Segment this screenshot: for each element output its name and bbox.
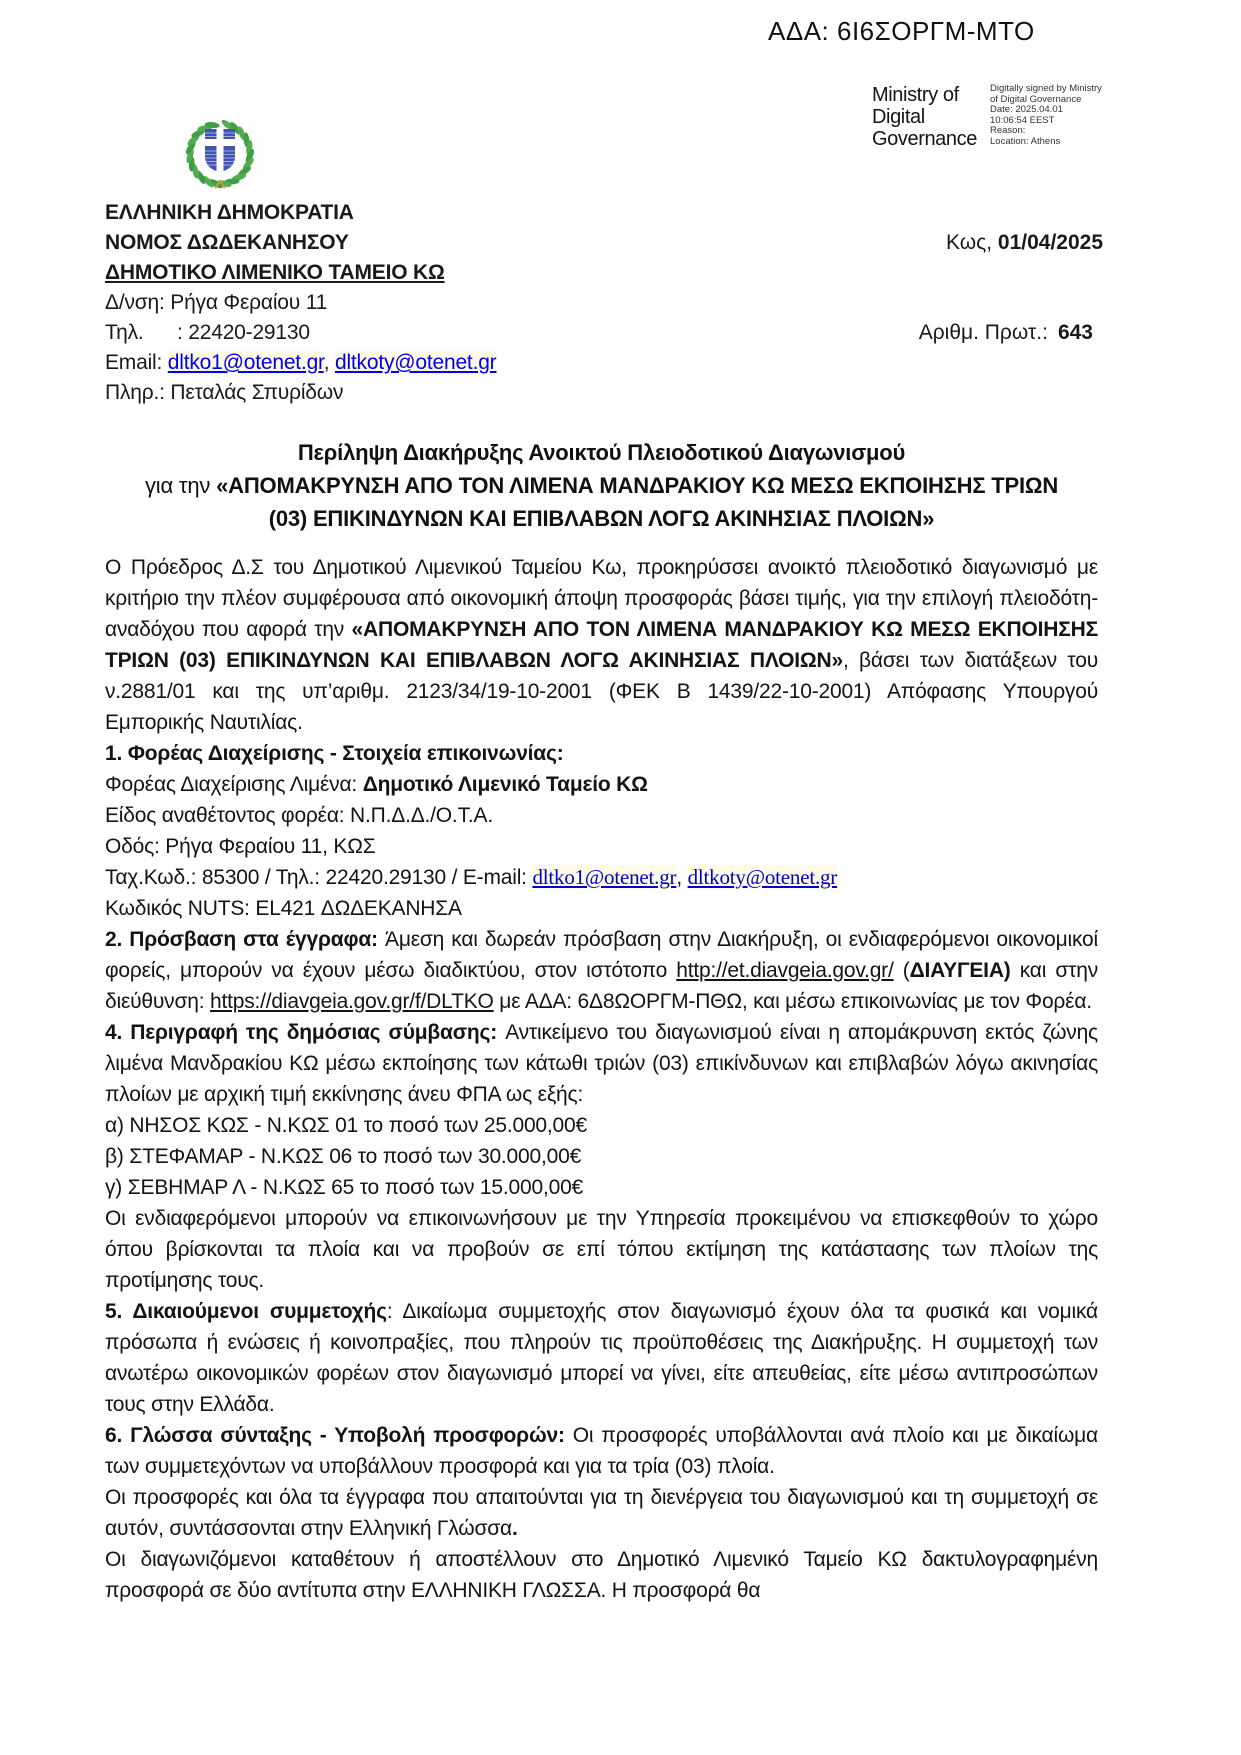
section-4-visit-paragraph: Οι ενδιαφερόμενοι μπορούν να επικοινωνήσουν με την Υπηρεσία προκειμένου να επισκεφθούν το χώρο όπου βρίσκονται τα πλοία και να προβούν σε επί τόπου εκτίμηση της κατάστασης των πλοίων της προτίμησης τους.	[105, 1207, 1098, 1292]
section-5-heading: 5. Δικαιούμενοι συμμετοχής	[105, 1300, 387, 1323]
section-5-paragraph	[105, 1296, 1098, 1420]
signature-detail-line: Location: Athens	[990, 135, 1061, 147]
paragraph-intro	[105, 552, 1098, 738]
city-label: Κως,	[945, 231, 998, 254]
greek-state-emblem-logo	[184, 114, 256, 199]
signature-ministry-name: Ministry of Digital Governance	[872, 84, 977, 150]
email-link-1[interactable]: dltko1@otenet.gr	[167, 351, 324, 374]
email-link-2[interactable]: dltkoty@otenet.gr	[334, 351, 497, 374]
signature-details	[990, 84, 1112, 147]
agency-header-block	[105, 198, 496, 408]
section-2-text-3: και στην διεύθυνση:	[105, 959, 1098, 1013]
phone-label: Τηλ.	[105, 321, 144, 344]
email-label: Email:	[105, 351, 163, 374]
signature-detail-line: of Digital Governance	[990, 93, 1082, 105]
section-1-email-link-2[interactable]: dltkoty@otenet.gr	[687, 865, 838, 889]
document-date: 01/04/2025	[997, 231, 1103, 254]
contact-prefix: Ταχ.Κωδ.: 85300 / Τηλ.: 22420.29130 / E-mail:	[105, 866, 533, 889]
phone-value: : 22420-29130	[177, 321, 310, 344]
section-5-text: : Δικαίωμα συμμετοχής στον διαγωνισμό έχουν όλα τα φυσικά και νομικά πρόσωπα ή ενώσεις ή κοινοπραξίες, που πληρούν τις προϋποθέσεις της Διακήρυξης. Η συμμετοχή των ανωτέρω οικονομικών φορέων στον διαγωνισμό μπορεί να γίνει, είτε απευθείας, είτε μέσω αντιπροσώπων τους στην Ελλάδα.	[105, 1300, 1098, 1416]
section-4-heading: 4. Περιγραφή της δημόσιας σύμβασης:	[105, 1021, 506, 1044]
section-2-paragraph	[105, 924, 1098, 1017]
ship-item-b: β) ΣΤΕΦΑΜΑΡ - Ν.ΚΩΣ 06 το ποσό των 30.000,00€	[105, 1145, 582, 1168]
title-line-2-bold: «ΑΠΟΜΑΚΡΥΝΣΗ ΑΠΟ ΤΟΝ ΛΙΜΕΝΑ ΜΑΝΔΡΑΚΙΟΥ ΚΩ ΜΕΣΩ ΕΚΠΟΙΗΣΗΣ ΤΡΙΩΝ	[216, 473, 1059, 498]
email-separator: ,	[323, 351, 335, 374]
org-name-prefecture: ΝΟΜΟΣ ΔΩΔΕΚΑΝΗΣΟΥ	[105, 231, 349, 254]
section-6-text-1: Οι προσφορές υποβάλλονται ανά πλοίο και με δικαίωμα των συμμετεχόντων να υποβάλλουν προσφορά και για τα τρία (03) πλοία.	[105, 1424, 1098, 1478]
signature-detail-line: Digitally signed by Ministry	[990, 83, 1102, 94]
intro-text-1: Ο Πρόεδρος Δ.Σ του Δημοτικού Λιμενικού Ταμείου Κω, προκηρύσσει ανοικτό πλειοδοτικό διαγωνισμό με κριτήριο την πλέον συμφέρουσα από οικονομική άποψη προσφοράς βάσει τιμής, για την επιλογή πλειοδότη-αναδόχου που αφορά την	[105, 556, 1098, 641]
section-2-text-2: (	[893, 959, 910, 982]
section-1-managing-body-line	[105, 769, 1098, 800]
document-body	[105, 552, 1098, 1606]
digital-signature-block	[872, 84, 1112, 150]
org-name-port-fund: ΔΗΜΟΤΙΚΟ ΛΙΜΕΝΙΚΟ ΤΑΜΕΙΟ ΚΩ	[105, 261, 445, 284]
section-1-contact-line	[105, 862, 1098, 893]
signature-detail-line: 10:06:54 EEST	[990, 114, 1055, 126]
section-6-bold-period: .	[511, 1517, 518, 1540]
diavgeia-portal-link[interactable]: http://et.diavgeia.gov.gr/	[676, 959, 894, 982]
address-line: Δ/νση: Ρήγα Φεραίου 11	[105, 291, 328, 314]
title-line-1: Περίληψη Διακήρυξης Ανοικτού Πλειοδοτικού Διαγωνισμού	[297, 440, 906, 465]
city-date-line	[946, 228, 1103, 258]
signature-detail-line: Date: 2025.04.01	[990, 104, 1063, 115]
diavgeia-bold-label: ΔΙΑΥΓΕΙΑ)	[909, 959, 1011, 982]
ship-item-c: γ) ΣΕΒΗΜΑΡ Λ - Ν.ΚΩΣ 65 το ποσό των 15.000,00€	[105, 1176, 584, 1199]
section-6-paragraph	[105, 1420, 1098, 1482]
section-6-language-paragraph	[105, 1482, 1098, 1544]
section-1-nuts-line: Κωδικός NUTS: EL421 ΔΩΔΕΚΑΝΗΣΑ	[105, 897, 462, 920]
diavgeia-f-dltko-link[interactable]: https://diavgeia.gov.gr/f/DLTKO	[209, 990, 494, 1013]
section-6-text-2: Οι προσφορές και όλα τα έγγραφα που απαιτούνται για τη διενέργεια του διαγωνισμού και τη συμμετοχή σε αυτόν, συντάσσονται στην Ελληνική Γλώσσα	[105, 1486, 1098, 1540]
section-4-text: Αντικείμενο του διαγωνισμού είναι η απομάκρυνση εκτός ζώνης λιμένα Μανδρακίου ΚΩ μέσω εκποίησης των κάτωθι τριών (03) επικίνδυνων και επιβλαβών λόγω ακινησίας πλοίων με αρχική τιμή εκκίνησης άνευ ΦΠΑ ως εξής:	[105, 1021, 1098, 1106]
section-6-heading: 6. Γλώσσα σύνταξης - Υποβολή προσφορών:	[105, 1424, 573, 1447]
managing-body-value: Δημοτικό Λιμενικό Ταμείο ΚΩ	[362, 773, 648, 796]
contact-person-line: Πληρ.: Πεταλάς Σπυρίδων	[105, 381, 344, 404]
managing-body-label: Φορέας Διαχείρισης Λιμένα:	[105, 773, 363, 796]
emblem-wreath-icon	[184, 114, 256, 194]
title-line-2	[105, 469, 1098, 502]
section-4-paragraph	[105, 1017, 1098, 1110]
title-line-3: (03) ΕΠΙΚΙΝΔΥΝΩΝ ΚΑΙ ΕΠΙΒΛΑΒΩΝ ΛΟΓΩ ΑΚΙΝΗΣΙΑΣ ΠΛΟΙΩΝ»	[268, 506, 935, 531]
section-1-email-separator: ,	[676, 866, 688, 889]
signature-detail-line: Reason:	[990, 125, 1026, 136]
section-1-email-link-1[interactable]: dltko1@otenet.gr	[532, 865, 677, 889]
section-2-text-4: με ΑΔΑ: 6Δ8ΩΟΡΓΜ-ΠΘΩ, και μέσω επικοινωνίας με τον Φορέα.	[493, 990, 1092, 1013]
intro-text-2: , βάσει των διατάξεων του ν.2881/01 και της υπ’αριθμ. 2123/34/19-10-2001 (ΦΕΚ Β 1439/22-10-2001) Απόφασης Υπουργού Εμπορικής Ναυτιλίας.	[105, 649, 1098, 734]
protocol-line	[919, 318, 1093, 348]
section-1-entity-type-line: Είδος αναθέτοντος φορέα: Ν.Π.Δ.Δ./Ο.Τ.Α.	[105, 804, 493, 827]
intro-subject-bold: «ΑΠΟΜΑΚΡΥΝΣΗ ΑΠΟ ΤΟΝ ΛΙΜΕΝΑ ΜΑΝΔΡΑΚΙΟΥ ΚΩ ΜΕΣΩ ΕΚΠΟΙΗΣΗΣ ΤΡΙΩΝ (03) ΕΠΙΚΙΝΔΥΝΩΝ ΚΑΙ ΕΠΙΒΛΑΒΩΝ ΛΟΓΩ ΑΚΙΝΗΣΙΑΣ ΠΛΟΙΩΝ»	[105, 618, 1098, 672]
section-1-heading: 1. Φορέας Διαχείρισης - Στοιχεία επικοινωνίας:	[105, 742, 564, 765]
section-2-text-1: Άμεση και δωρεάν πρόσβαση στην Διακήρυξη, οι ενδιαφερόμενοι οικονομικοί φορείς, μπορούν να έχουν μέσω διαδικτύου, στον ιστότοπο	[105, 928, 1098, 982]
section-1-street-line: Οδός: Ρήγα Φεραίου 11, ΚΩΣ	[105, 835, 376, 858]
protocol-number: 643	[1057, 321, 1093, 344]
document-title	[105, 436, 1098, 535]
protocol-label: Αριθμ. Πρωτ.:	[918, 321, 1048, 344]
ada-code-top: ΑΔΑ: 6Ι6ΣΟΡΓΜ-ΜΤΟ	[768, 16, 1035, 46]
email-line	[105, 348, 496, 378]
section-2-heading: 2. Πρόσβαση στα έγγραφα:	[105, 928, 386, 951]
title-line-2-prefix: για την	[144, 473, 217, 498]
ship-item-a: α) ΝΗΣΟΣ ΚΩΣ - Ν.ΚΩΣ 01 το ποσό των 25.000,00€	[105, 1114, 587, 1137]
section-6-submission-paragraph: Οι διαγωνιζόμενοι καταθέτουν ή αποστέλλουν στο Δημοτικό Λιμενικό Ταμείο ΚΩ δακτυλογραφημένη προσφορά σε δύο αντίτυπα στην ΕΛΛΗΝΙΚΗ ΓΛΩΣΣΑ. Η προσφορά θα	[105, 1548, 1098, 1602]
org-name-republic: ΕΛΛΗΝΙΚΗ ΔΗΜΟΚΡΑΤΙΑ	[105, 201, 354, 224]
phone-line	[105, 318, 496, 348]
